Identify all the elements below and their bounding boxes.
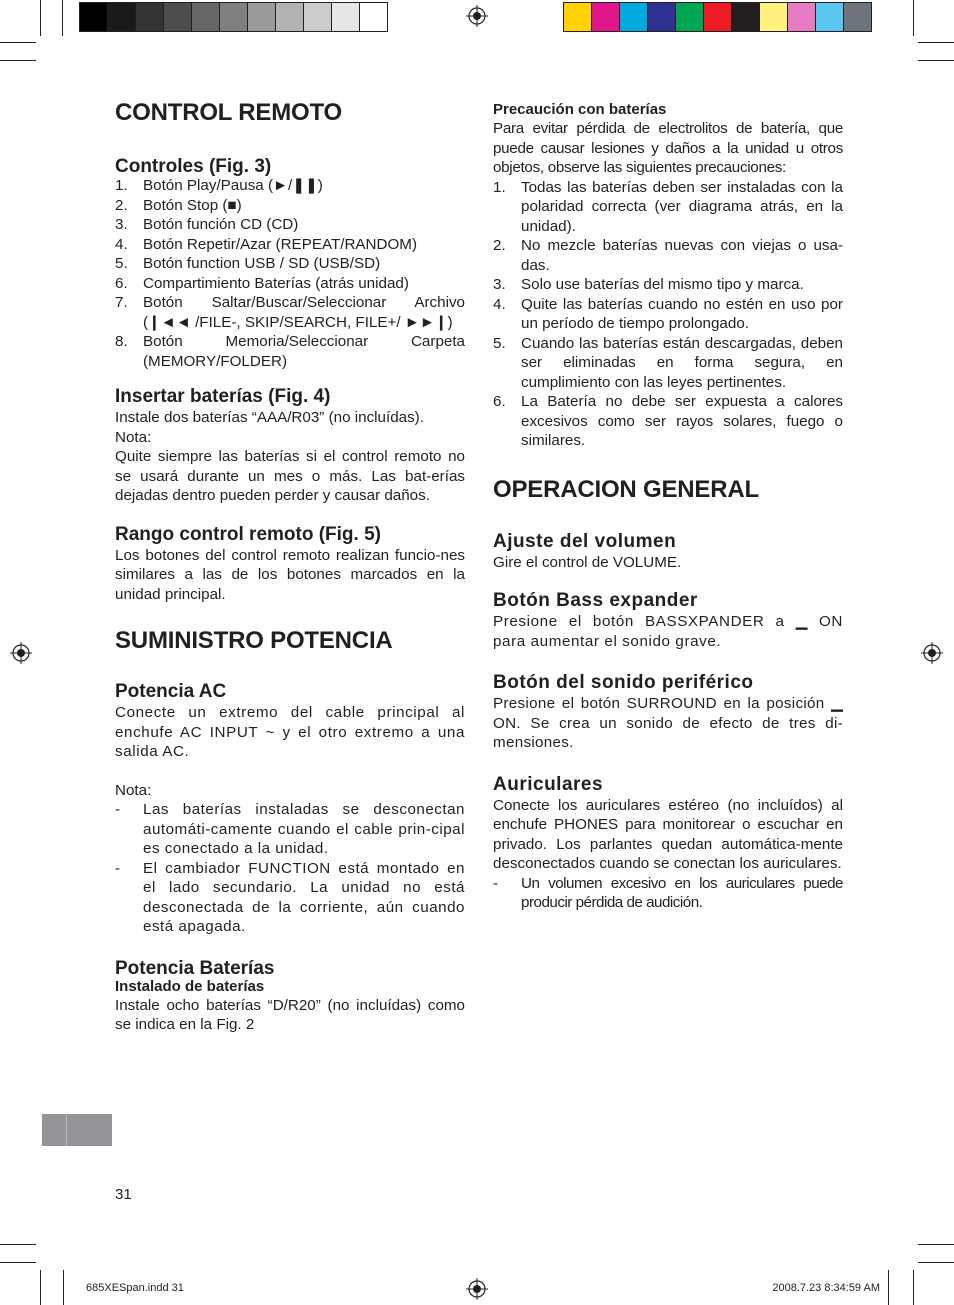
auriculares-notes-list	[493, 874, 843, 913]
list-item-number: -	[115, 859, 121, 877]
list-item-number: 4.	[493, 295, 506, 313]
list-item-text: Un volumen excesivo en los auriculares puede producir pérdida de audición.	[521, 874, 843, 911]
list-item-text: Botón Repetir/Azar (REPEAT/RANDOM)	[143, 235, 418, 253]
auriculares-text: Conecte los auriculares estéreo (no incluídos) al enchufe PHONES para monitorear o escuchar en privado. Los parlantes quedan automática-mente desconectados cuando se conectan los auriculares.	[493, 796, 843, 872]
color-swatch	[332, 3, 360, 31]
list-item-number: 2.	[493, 237, 506, 254]
heading-rango: Rango control remoto (Fig. 5)	[115, 523, 381, 545]
volumen-text: Gire el control de VOLUME.	[493, 553, 682, 571]
left-column	[115, 98, 465, 1035]
list-item-number: 5.	[115, 255, 128, 272]
insertar-nota: Nota:	[115, 428, 152, 446]
process-color-bar	[563, 2, 872, 32]
registration-mark-icon	[466, 1278, 488, 1300]
crop-mark	[918, 1244, 954, 1245]
ac-notes-list	[115, 800, 465, 937]
precaucion-list-item	[493, 178, 843, 237]
color-swatch	[164, 3, 192, 31]
list-item-number: 1.	[493, 178, 506, 196]
list-item-text: Botón Memoria/Seleccionar Carpeta (MEMORY/FOLDER)	[143, 333, 465, 370]
footer-file-name: 685XESpan.indd 31	[86, 1282, 184, 1294]
registration-mark-icon	[10, 642, 32, 664]
list-item-text: Cuando las baterías están descargadas, deben ser eliminadas en forma segura, en cumplimiento con las leyes pertinentes.	[521, 334, 843, 391]
list-item-text: La Batería no debe ser expuesta a calores excesivos como ser rayos solares, fuego o similares.	[521, 393, 843, 449]
heading-control-remoto: CONTROL REMOTO	[115, 99, 342, 126]
precaucion-list-item	[493, 275, 843, 295]
list-item-text: Compartimiento Baterías (atrás unidad)	[143, 274, 409, 292]
crop-mark	[40, 0, 41, 36]
insertar-text: Instale dos baterías “AAA/R03” (no incluídas).	[115, 409, 424, 426]
heading-ajuste-volumen: Ajuste del volumen	[493, 530, 677, 552]
ac-note-item	[115, 800, 465, 859]
heading-potencia-ac: Potencia AC	[115, 681, 227, 702]
color-swatch	[592, 3, 620, 31]
color-swatch	[220, 3, 248, 31]
color-swatch	[80, 3, 108, 31]
list-item-number: 6.	[493, 393, 506, 410]
list-item-text: Solo use baterías del mismo tipo y marca.	[521, 276, 804, 293]
color-swatch	[564, 3, 592, 31]
heading-controles: Controles (Fig. 3)	[115, 156, 272, 177]
heading-operacion-general: OPERACION GENERAL	[493, 475, 759, 503]
crop-mark	[918, 60, 954, 61]
list-item-number: 4.	[115, 235, 128, 253]
list-item-text: No mezcle baterías nuevas con viejas o usa-das.	[521, 237, 843, 274]
color-swatch	[704, 3, 732, 31]
list-item-text: Todas las baterías deben ser instaladas con la polaridad correcta (ver diagrama atrás, en la unidad).	[521, 178, 843, 235]
instalado-text: Instale ocho baterías “D/R20” (no incluídas) como se indica en la Fig. 2	[115, 996, 465, 1033]
footer-timestamp: 2008.7.23 8:34:59 AM	[772, 1282, 880, 1294]
auriculares-note-item	[493, 874, 843, 913]
ac-note-item	[115, 859, 465, 937]
rango-text: Los botones del control remoto realizan funcio-nes similares a las de los botones marcados en la unidad principal.	[115, 546, 465, 603]
controles-list-item	[115, 196, 465, 216]
controles-list	[115, 176, 465, 371]
crop-mark	[40, 1270, 41, 1305]
surround-text: Presione el botón SURROUND en la posición ▁ ON. Se crea un sonido de efecto de tres di-mensiones.	[493, 695, 843, 751]
list-item-number: 5.	[493, 334, 506, 352]
list-item-number: 7.	[115, 294, 128, 311]
controles-list-item	[115, 293, 465, 332]
gray-color-bar	[79, 2, 388, 32]
crop-mark	[918, 42, 954, 43]
list-item-text: Botón Saltar/Buscar/Seleccionar Archivo (❙◄◄ /FILE-, SKIP/SEARCH, FILE+/ ►►❙)	[143, 294, 465, 331]
registration-mark-icon	[466, 5, 488, 27]
registration-mark-icon	[921, 642, 943, 664]
page-number: 31	[115, 1186, 132, 1203]
list-item-text: Botón Stop (■)	[143, 196, 242, 214]
heading-auriculares: Auriculares	[493, 773, 604, 795]
crop-mark	[913, 0, 914, 36]
controles-list-item	[115, 215, 465, 235]
list-item-number: 8.	[115, 333, 128, 350]
color-swatch	[788, 3, 816, 31]
precaucion-list-item	[493, 236, 843, 275]
color-swatch	[676, 3, 704, 31]
list-item-number: 2.	[115, 196, 128, 214]
crop-mark	[0, 42, 36, 43]
color-swatch	[248, 3, 276, 31]
color-swatch	[108, 3, 136, 31]
heading-precaucion-baterias: Precaución con baterías	[493, 101, 667, 118]
list-item-text: El cambiador FUNCTION está montado en el lado secundario. La unidad no está desconectada de la corriente, aún cuando está apagada.	[143, 859, 465, 935]
color-swatch	[276, 3, 304, 31]
crop-mark	[913, 1270, 914, 1305]
crop-mark	[888, 1270, 889, 1305]
list-item-text: Quite las baterías cuando no estén en uso por un período de tiempo prolongado.	[521, 295, 843, 332]
color-swatch	[304, 3, 332, 31]
precauciones-list	[493, 178, 843, 451]
color-swatch	[816, 3, 844, 31]
color-swatch	[732, 3, 760, 31]
heading-suministro-potencia: SUMINISTRO POTENCIA	[115, 627, 393, 654]
crop-mark	[62, 0, 63, 36]
heading-bass-expander: Botón Bass expander	[493, 590, 698, 611]
color-swatch	[760, 3, 788, 31]
list-item-number: -	[115, 801, 121, 818]
precaucion-text: Para evitar pérdida de electrolitos de batería, que puede causar lesiones y daños a la unidad u otros objetos, observe las siguientes precauciones:	[493, 120, 843, 176]
heading-instalado-baterias: Instalado de baterías	[115, 977, 265, 995]
heading-insertar-baterias: Insertar baterías (Fig. 4)	[115, 386, 331, 407]
list-item-text: Botón function USB / SD (USB/SD)	[143, 255, 381, 272]
controles-list-item	[115, 254, 465, 274]
crop-mark	[0, 1244, 36, 1245]
crop-mark	[63, 1270, 64, 1305]
insertar-warning: Quite siempre las baterías si el control remoto no se usará durante un mes o más. Las bat-erías dejadas dentro pueden perder y causar daños.	[115, 448, 465, 504]
heading-sonido-periferico: Botón del sonido periférico	[493, 672, 754, 693]
color-swatch	[648, 3, 676, 31]
color-swatch	[360, 3, 387, 31]
controles-list-item	[115, 274, 465, 294]
color-swatch	[136, 3, 164, 31]
precaucion-list-item	[493, 295, 843, 334]
potencia-ac-nota: Nota:	[115, 781, 152, 799]
crop-mark	[0, 1262, 36, 1263]
heading-potencia-baterias: Potencia Baterías	[115, 957, 275, 979]
list-item-number: 6.	[115, 274, 128, 292]
list-item-number: -	[493, 874, 498, 892]
controles-list-item	[115, 176, 465, 196]
crop-mark	[918, 1262, 954, 1263]
list-item-number: 3.	[493, 276, 506, 293]
list-item-text: Las baterías instaladas se desconectan automáti-camente cuando el cable prin-cipal es conectado a la unidad.	[143, 801, 465, 857]
controles-list-item	[115, 332, 465, 371]
color-swatch	[192, 3, 220, 31]
precaucion-list-item	[493, 392, 843, 451]
controles-list-item	[115, 235, 465, 255]
list-item-number: 1.	[115, 177, 128, 194]
potencia-ac-text: Conecte un extremo del cable principal al enchufe AC INPUT ~ y el otro extremo a una salida AC.	[115, 704, 465, 760]
color-swatch	[844, 3, 871, 31]
color-swatch	[620, 3, 648, 31]
list-item-text: Botón función CD (CD)	[143, 216, 299, 233]
page-tab	[42, 1114, 112, 1146]
precaucion-list-item	[493, 334, 843, 393]
list-item-text: Botón Play/Pausa (►/❚❚)	[143, 177, 323, 194]
bass-text: Presione el botón BASSXPANDER a ▁ ON para aumentar el sonido grave.	[493, 613, 843, 650]
right-column	[493, 100, 843, 913]
crop-mark	[0, 60, 36, 61]
list-item-number: 3.	[115, 216, 128, 233]
